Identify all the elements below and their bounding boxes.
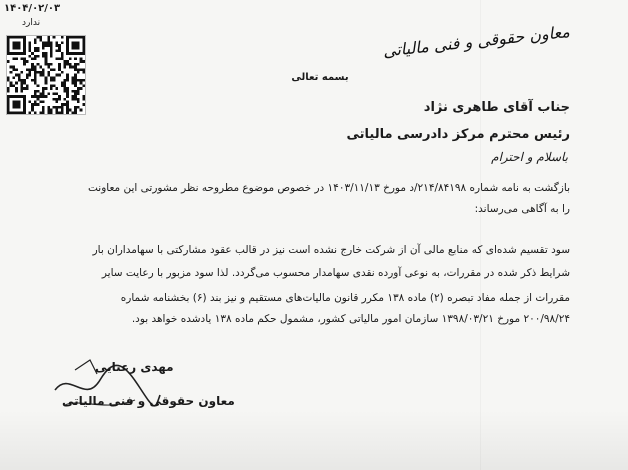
letter-date: ۱۴۰۴/۰۲/۰۳ (4, 3, 61, 14)
recipient-name: جناب آقای طاهری نژاد (423, 100, 570, 115)
body-line: را به آگاهی می‌رساند: (474, 203, 570, 215)
body-line: ۲۰۰/۹۸/۲۴ مورخ ۱۳۹۸/۰۳/۲۱ سازمان امور مالیاتی کشور، مشمول حکم ماده ۱۳۸ یادشده خواهد بود. (131, 313, 570, 325)
recipient-title: رئیس محترم مرکز دادرسی مالیاتی (346, 127, 570, 142)
signatory-name: مهدی رعنایی (95, 360, 174, 374)
signatory-title: معاون حقوقی و فنی مالیاتی (62, 394, 235, 408)
bismillah-heading: بسمه تعالی (291, 72, 349, 83)
attachment-status: ندارد (22, 18, 41, 28)
body-line: شرایط ذکر شده در مقررات، به نوعی آورده نقدی سهامدار محسوب می‌گردد. لذا سود مزبور با رعایت سایر (101, 267, 570, 279)
salutation: باسلام و احترام (491, 150, 568, 164)
header-signature-title: معاون حقوقی و فنی مالیاتی (382, 22, 571, 61)
body-line: بازگشت به نامه شماره ۲۱۴/۸۴۱۹۸/د مورخ ۱۴۰۳/۱۱/۱۳ در خصوص موضوع مطروحه نظر مشورتی این معاونت (87, 182, 570, 194)
page-fold (480, 0, 481, 470)
body-line: مقررات از جمله مفاد تبصره (۲) ماده ۱۳۸ مکرر قانون مالیات‌های مستقیم و نیز بند (۶) بخشنامه شماره (120, 292, 570, 304)
body-line: سود تقسیم شده‌ای که منابع مالی آن از شرکت خارج نشده است نیز در قالب عقود مشارکتی با سهامداران بار (92, 244, 570, 256)
